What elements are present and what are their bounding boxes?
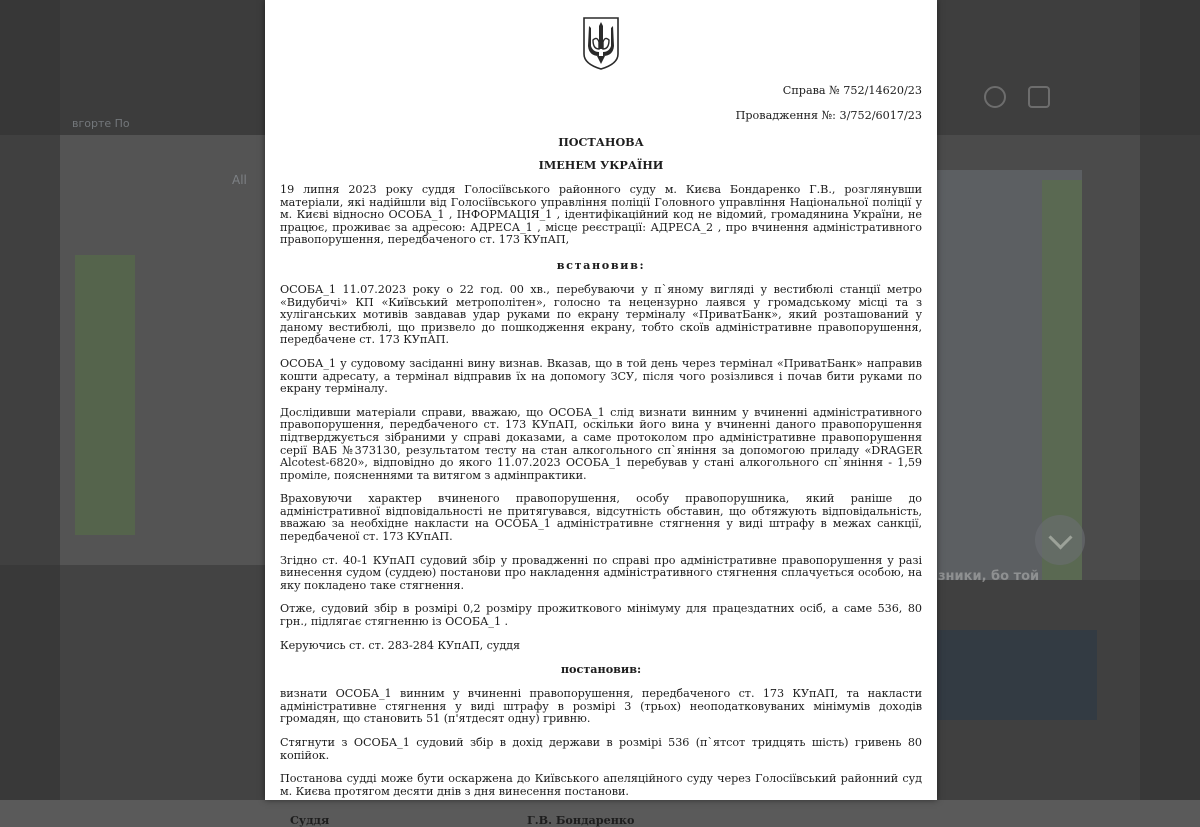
established-heading: встановив:: [556, 257, 646, 272]
backdrop-dark-strip: [0, 0, 60, 800]
signature-name: Г.В. Бондаренко: [527, 813, 635, 827]
document-title: ПОСТАНОВА: [558, 135, 644, 149]
backdrop-panel-icon: [1028, 86, 1050, 108]
paragraph-legal-basis: Керуючись ст. ст. 283-284 КУпАП, суддя: [280, 638, 521, 652]
paragraph-testimony: ОСОБА_1 у судовому засіданні вину визнав. Вказав, що в той день через термінал «ПриватБанк» направив кошти адресату, а термінал відправив їх на допомогу ЗСУ, після чого розізлився і почав бити руками по екрану терміналу.: [280, 356, 922, 396]
backdrop-dark-strip-right: [1140, 0, 1200, 800]
ruling-heading: постановив:: [560, 662, 642, 677]
paragraph-penalty-reasoning: Враховуючи характер вчиненого правопорушення, особу правопорушника, який раніше до адміністративної відповідальності не притягувався, відсутність обставин, що обтяжують відповідальність, вважаю за необхідне накласти на ОСОБА_1 адміністративне стягнення у виді штрафу в межах санкції, передбаченої ст. 173 КУпАП.: [280, 492, 922, 544]
intro-paragraph: 19 липня 2023 року суддя Голосіївського районного суду м. Києва Бондаренко Г.В., розглянувши матеріали, які надійшли від Голосіївського управління поліції Головного управління Національної поліції у м. Києві відносно ОСОБА_1 , ІНФОРМАЦІЯ_1 , ідентифікаційний код не відомий, громадянина України, не працює, проживає за адресою: АДРЕСА_1 , місце реєстрації: АДРЕСА_2 , про вчинення адміністративного правопорушення, передбаченого ст. 173 КУпАП,: [280, 183, 922, 247]
ruling-appeal: Постанова судді може бути оскаржена до Київського апеляційного суду через Голосіївський районний суд м. Києва протягом десяти днів з дня винесення постанови.: [280, 772, 922, 798]
signature-role: Суддя: [290, 813, 330, 827]
paragraph-court-fee-law: Згідно ст. 40-1 КУпАП судовий збір у провадженні по справі про адміністративне правопорушення у разі винесення судом (суддею) постанови про накладення адміністративного стягнення сплачується особою, на яку покладено таке стягнення.: [280, 553, 922, 592]
signature-block: [280, 814, 922, 827]
paragraph-facts: ОСОБА_1 11.07.2023 року о 22 год. 00 хв., перебуваючи у п`яному вигляді у вестибюлі станції метро «Видубичі» КП «Київський метрополітен», голосно та нецензурно лаявся у громадському місці та з хуліганських мотивів завдавав удар руками по екрану терміналу «ПриватБанк», який розташований у даному вестибюлі, що призвело до пошкодження екрану, тобто скоїв адміністративне правопорушення, передбачене ст. 173 КУпАП.: [280, 282, 922, 347]
backdrop-tab-text: All: [232, 173, 247, 187]
backdrop-video-thumb: [937, 630, 1097, 720]
ruling-court-fee: Стягнути з ОСОБА_1 судовий збір в дохід держави в розмірі 536 (п`ятсот тридцять шість) гривень 80 копійок.: [280, 736, 922, 762]
paragraph-evidence: Дослідивши матеріали справи, вважаю, що ОСОБА_1 слід визнати винним у вчиненні адміністративного правопорушення, передбаченого ст. 173 КУпАП, оскільки його вина у вчиненні даного правопорушення підтверджується зібраними у справі доказами, а саме протоколом про адміністративне правопорушення серії ВАБ №373130, результатом тесту на стан алкогольного сп`яніння за допомогою приладу «DRAGER Alcotest-6820», відповідно до якого 11.07.2023 ОСОБА_1 перебував у стані алкогольного сп`яніння - 1,59 проміле, поясненнями та витягом з адмінпрактики.: [280, 405, 922, 482]
paragraph-court-fee-amount: Отже, судовий збір в розмірі 0,2 розміру прожиткового мінімуму для працездатних осіб, а саме 536, 80 грн., підлягає стягненню із ОСОБА_1 .: [280, 602, 922, 629]
case-number: Справа № 752/14620/23: [782, 84, 922, 97]
backdrop-green-panel: [75, 255, 135, 535]
scroll-down-button: [1035, 515, 1085, 565]
document-subtitle: ІМЕНЕМ УКРАЇНИ: [538, 158, 664, 172]
proceeding-number: Провадження №: 3/752/6017/23: [735, 109, 922, 122]
court-ruling-document: [265, 0, 937, 827]
backdrop-search-icon: [984, 86, 1006, 108]
trident-icon: [581, 16, 621, 70]
backdrop-nav-text: вгорте По: [72, 117, 130, 130]
ruling-guilty: визнати ОСОБА_1 винним у вчиненні правопорушення, передбаченого ст. 173 КУпАП, та накласти адміністративне стягнення у виді штрафу в розмірі 3 (трьох) неоподатковуваних мінімумів доходів громадян, що становить 51 (п'ятдесят одну) гривню.: [280, 687, 922, 726]
backdrop-caption-text: зники, бо той: [938, 569, 1040, 584]
